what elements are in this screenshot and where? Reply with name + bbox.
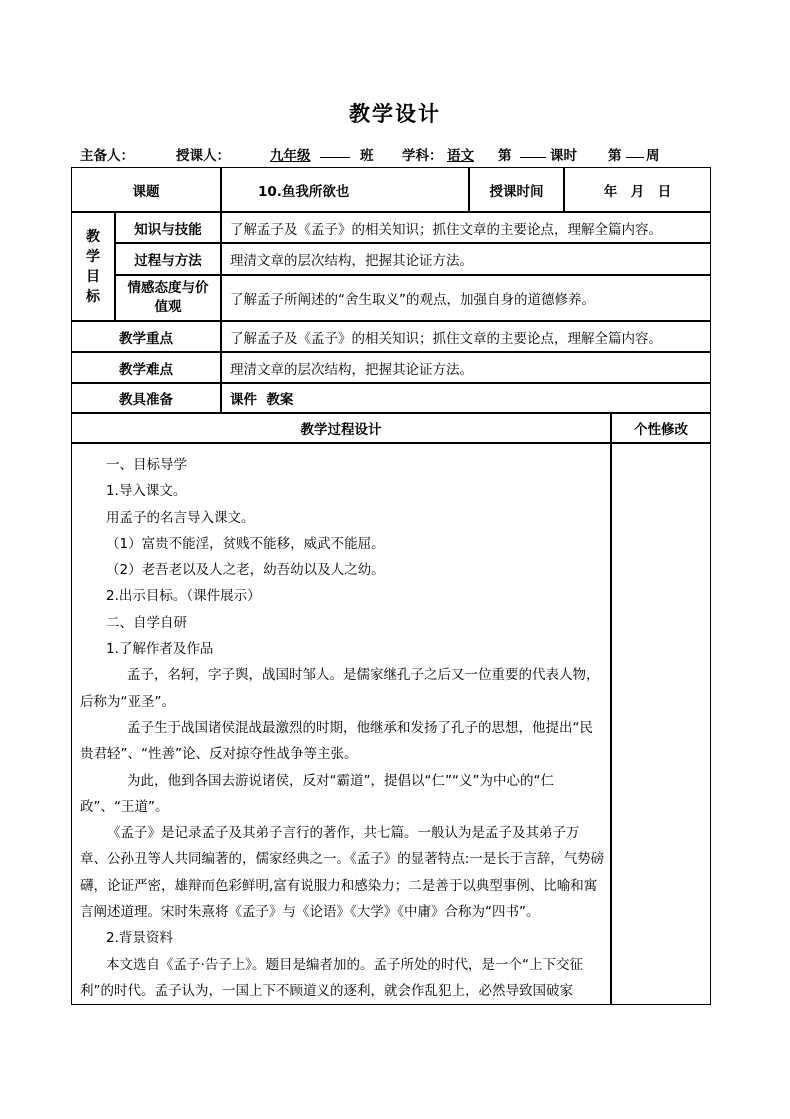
subject-value: 语文 — [447, 148, 474, 164]
revision-column[interactable] — [611, 443, 711, 1005]
lesson-plan-table — [71, 167, 711, 1005]
paragraph: 2.出示目标。（课件展示） — [106, 588, 261, 605]
paragraph: 本文选自《孟子·告子上》。题目是编者加的。孟子所处的时代，是一个“上下交征利”的时代。孟子认为，一国上下不顾道义的逐利，就会作乱犯上，必然导致国破家 — [80, 956, 584, 999]
section-heading: 一、目标导学 — [106, 457, 187, 473]
paragraph: （2）老吾老以及人之老，幼吾幼以及人之幼。 — [106, 562, 385, 579]
key-points-value: 了解孟子及《孟子》的相关知识；抓住文章的主要论点，理解全篇内容。 — [221, 321, 711, 352]
goal-process-value: 理清文章的层次结构，把握其论证方法。 — [221, 243, 711, 275]
process-body — [71, 443, 611, 1005]
revision-header: 个性修改 — [611, 413, 711, 443]
date-value: 年 月 日 — [564, 167, 711, 212]
goals-group-label: 教 学 目 标 — [71, 212, 115, 321]
paragraph: 2.背景资料 — [106, 930, 173, 947]
grade-value: 九年级 — [270, 148, 311, 164]
key-points-label: 教学重点 — [71, 321, 221, 352]
lesson-blank — [520, 144, 546, 158]
tools-value: 课件 教案 — [221, 383, 711, 413]
lesson-suffix: 课时 — [550, 148, 577, 164]
paragraph: 1.导入课文。 — [106, 483, 187, 500]
subject-label: 学科： — [402, 148, 443, 164]
paragraph: 为此，他到各国去游说诸侯，反对“霸道”，提倡以“仁”“义”为中心的“仁政”、“王道”。 — [80, 772, 554, 815]
tools-label: 教具准备 — [71, 383, 221, 413]
paragraph: 用孟子的名言导入课文。 — [106, 509, 255, 526]
goal-knowledge-value: 了解孟子及《孟子》的相关知识；抓住文章的主要论点，理解全篇内容。 — [221, 212, 711, 243]
page-title: 教学设计 — [349, 102, 441, 126]
paragraph: 孟子，名轲，字子舆，战国时邹人。是儒家继孔子之后又一位重要的代表人物，后称为“亚圣”。 — [80, 667, 600, 710]
week-suffix: 周 — [646, 148, 660, 164]
time-label: 授课时间 — [469, 167, 564, 212]
goal-process-label: 过程与方法 — [115, 243, 221, 275]
difficulties-value: 理清文章的层次结构，把握其论证方法。 — [221, 352, 711, 383]
paragraph: 孟子生于战国诸侯混战最激烈的时期，他继承和发扬了孔子的思想，他提出“民贵君轻”、“性善”论、反对掠夺性战争等主张。 — [80, 719, 593, 763]
lesson-prefix: 第 — [498, 148, 512, 164]
paragraph: 《孟子》是记录孟子及其弟子言行的著作，共七篇。一般认为是孟子及其弟子万章、公孙丑等人共同编著的，儒家经典之一。《孟子》的显著特点:一是长于言辞，气势磅礴，论证严密，雄辩而色彩鲜明,富有说服力和感染力；二是善于以典型事例、比喻和寓言阐述道理。宋时朱熹将《孟子》与《论语》《大学》《中庸》合称为“四书”。 — [80, 825, 605, 921]
difficulties-label: 教学难点 — [71, 352, 221, 383]
topic-value: 10.鱼我所欲也 — [221, 167, 469, 212]
topic-label: 课题 — [71, 167, 221, 212]
goal-knowledge-label: 知识与技能 — [115, 212, 221, 243]
class-blank — [320, 144, 350, 158]
week-prefix: 第 — [608, 148, 622, 164]
goal-attitude-value: 了解孟子所阐述的“舍生取义”的观点，加强自身的道德修养。 — [221, 275, 711, 321]
week-blank — [626, 144, 644, 158]
paragraph: 1.了解作者及作品 — [106, 641, 214, 658]
process-header: 教学过程设计 — [71, 413, 611, 443]
process-text — [72, 444, 611, 1004]
preparer-label: 主备人： — [80, 148, 134, 164]
section-heading: 二、自学自研 — [106, 614, 187, 631]
class-label: 班 — [360, 148, 374, 164]
teacher-label: 授课人： — [176, 148, 230, 164]
paragraph: （1）富贵不能淫，贫贱不能移，威武不能屈。 — [106, 535, 385, 552]
goal-attitude-label: 情感态度与价值观 — [115, 275, 221, 321]
